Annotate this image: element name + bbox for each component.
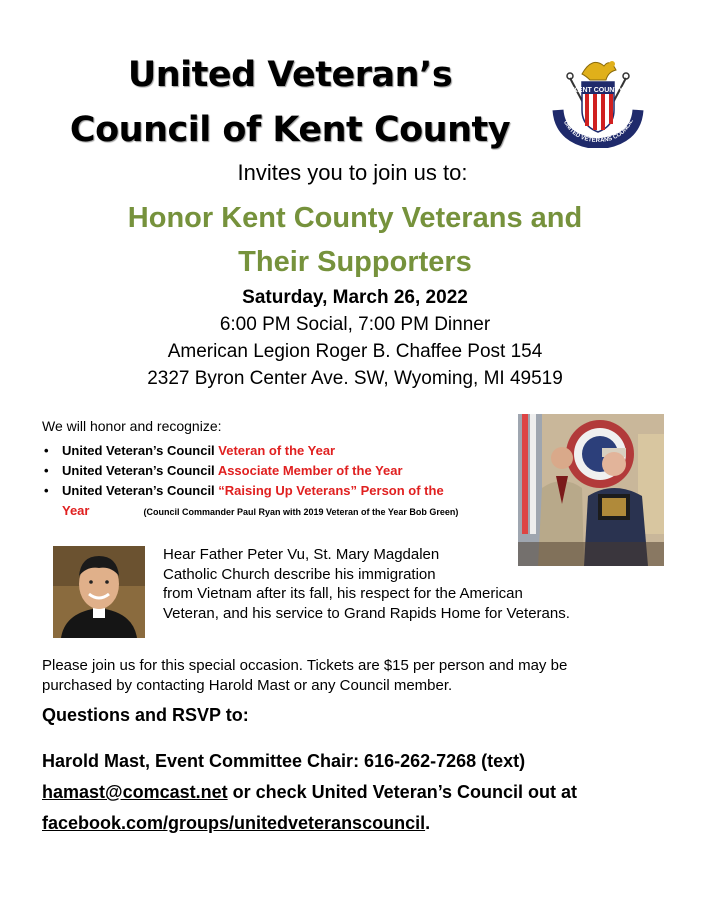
award-photo (518, 414, 664, 566)
photo-caption: (Council Commander Paul Ryan with 2019 Veteran of the Year Bob Green) (143, 507, 459, 517)
contact-line-2 (42, 777, 682, 808)
event-venue: American Legion Roger B. Chaffee Post 154 (167, 341, 543, 362)
speaker-line-1: Hear Father Peter Vu, St. Mary Magdalen (163, 546, 440, 563)
honor-item (42, 481, 522, 522)
honor-item (42, 461, 522, 481)
honor-prefix: United Veteran’s Council (62, 463, 215, 478)
speaker-line-4: Veteran, and his service to Grand Rapids Home for Veterans. (163, 604, 570, 622)
speaker-photo (53, 546, 145, 638)
organization-title (60, 48, 520, 158)
email-link[interactable]: hamast@comcast.net (42, 782, 228, 802)
event-details (60, 284, 650, 392)
honors-intro: We will honor and recognize: (42, 418, 222, 434)
headline-line-1: Honor Kent County Veterans and (127, 202, 583, 234)
ticket-line-1: Please join us for this special occasion. Tickets are $15 per person and may be (42, 657, 568, 674)
rsvp-heading: Questions and RSVP to: (42, 705, 249, 725)
eagle-shield-emblem-icon (552, 52, 644, 148)
event-time: 6:00 PM Social, 7:00 PM Dinner (219, 314, 491, 335)
honor-award: Veteran of the Year (218, 443, 336, 458)
ticket-line-2: purchased by contacting Harold Mast or any Council member. (42, 677, 453, 694)
title-line-1: United Veteran’s (127, 55, 453, 95)
event-headline (60, 196, 650, 284)
ticket-info (42, 656, 672, 696)
kent-county-uvc-logo (552, 52, 644, 148)
honor-award: “Raising Up Veterans” Person of the (218, 483, 444, 498)
title-line-2: Council of Kent County (69, 110, 511, 150)
contact-line-2-text: or check United Veteran’s Council out at (227, 782, 578, 802)
contact-line-3 (42, 808, 682, 839)
logo-ring-text: UNITED VETERANS COUNCIL (561, 118, 635, 145)
logo-label: KENT COUNTY (572, 87, 624, 94)
honor-award-continued: Year (62, 503, 90, 518)
headline-line-2: Their Supporters (238, 246, 472, 278)
honor-award: Associate Member of the Year (217, 463, 403, 478)
honor-prefix: United Veteran’s Council (62, 443, 215, 458)
speaker-description (163, 545, 633, 623)
contact-chair: Harold Mast, Event Committee Chair: 616-262-7268 (text) (42, 751, 526, 771)
speaker-line-2: Catholic Church describe his immigration (163, 565, 436, 583)
contact-info (42, 746, 682, 839)
event-date: Saturday, March 26, 2022 (242, 287, 468, 308)
contact-period: . (425, 813, 431, 833)
invite-line: Invites you to join us to: (237, 160, 468, 185)
speaker-line-3: from Vietnam after its fall, his respect for the American (163, 585, 523, 602)
event-address: 2327 Byron Center Ave. SW, Wyoming, MI 49519 (147, 368, 563, 389)
facebook-link[interactable]: facebook.com/groups/unitedveteranscouncil (42, 813, 426, 833)
honor-item (42, 441, 522, 461)
honors-list (42, 441, 522, 522)
honor-prefix: United Veteran’s Council (62, 483, 215, 498)
